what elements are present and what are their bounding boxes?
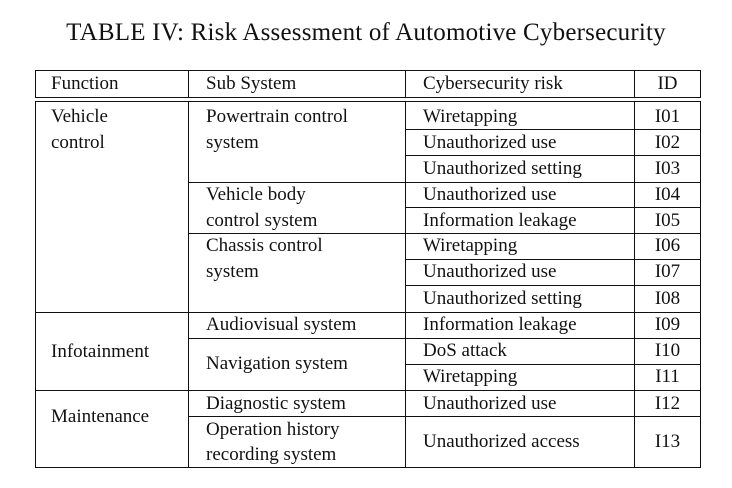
function-cell: Maintenance: [51, 406, 150, 427]
subsystem-cell: Audiovisual system: [206, 314, 357, 335]
risk-cell: Information leakage: [423, 210, 577, 231]
risk-cell: Wiretapping: [423, 235, 518, 256]
id-cell: I09: [654, 314, 681, 335]
id-cell: I01: [654, 106, 681, 127]
risk-cell: DoS attack: [423, 340, 507, 361]
id-cell: I11: [655, 366, 680, 387]
subsystem-cell: Diagnostic system: [206, 393, 346, 414]
header-subsystem: Sub System: [206, 73, 297, 94]
header-bottom-rule: [35, 97, 701, 98]
risk-cell: Unauthorized use: [423, 393, 557, 414]
id-cell: I04: [654, 184, 681, 205]
subsystem-cell: Vehicle body: [206, 184, 306, 205]
id-cell: I10: [654, 340, 681, 361]
risk-cell: Unauthorized use: [423, 132, 557, 153]
risk-cell: Unauthorized setting: [423, 288, 582, 309]
table-top-border: [35, 70, 701, 71]
header-risk: Cybersecurity risk: [423, 73, 563, 94]
id-cell: I03: [654, 158, 681, 179]
subsystem-cell: Operation history: [206, 419, 340, 440]
id-cell: I05: [654, 210, 681, 231]
table-caption: TABLE IV: Risk Assessment of Automotive Cybersecurity: [66, 19, 666, 46]
header-function: Function: [51, 73, 119, 94]
risk-cell: Wiretapping: [423, 106, 518, 127]
risk-cell: Unauthorized setting: [423, 158, 582, 179]
id-cell: I06: [654, 235, 681, 256]
subsystem-cell: system: [206, 132, 259, 153]
body-vline: [188, 101, 189, 468]
subsystem-cell: recording system: [206, 444, 337, 465]
function-cell: Infotainment: [51, 341, 150, 362]
subsystem-cell: control system: [206, 210, 318, 231]
id-cell: I08: [654, 288, 681, 309]
header-vline: [188, 70, 189, 98]
subsystem-cell: Navigation system: [206, 353, 348, 374]
group-rule: [35, 390, 701, 391]
table-bottom-border: [35, 467, 701, 468]
header-id: ID: [657, 73, 678, 94]
risk-cell: Unauthorized use: [423, 184, 557, 205]
risk-cell: Unauthorized access: [423, 431, 580, 452]
header-vline: [700, 70, 701, 98]
header-vline: [35, 70, 36, 98]
risk-cell: Wiretapping: [423, 366, 518, 387]
header-vline: [405, 70, 406, 98]
subsystem-cell: system: [206, 261, 259, 282]
risk-cell: Unauthorized use: [423, 261, 557, 282]
id-cell: I12: [654, 393, 681, 414]
subsystem-cell: Powertrain control: [206, 106, 348, 127]
group-rule: [35, 312, 701, 313]
function-cell: Vehicle: [51, 106, 108, 127]
subsystem-cell: Chassis control: [206, 235, 323, 256]
id-cell: I07: [654, 261, 681, 282]
function-cell: control: [51, 132, 105, 153]
body-vline: [35, 101, 36, 468]
id-cell: I02: [654, 132, 681, 153]
body-top-rule: [35, 101, 701, 102]
risk-cell: Information leakage: [423, 314, 577, 335]
id-cell: I13: [654, 431, 681, 452]
